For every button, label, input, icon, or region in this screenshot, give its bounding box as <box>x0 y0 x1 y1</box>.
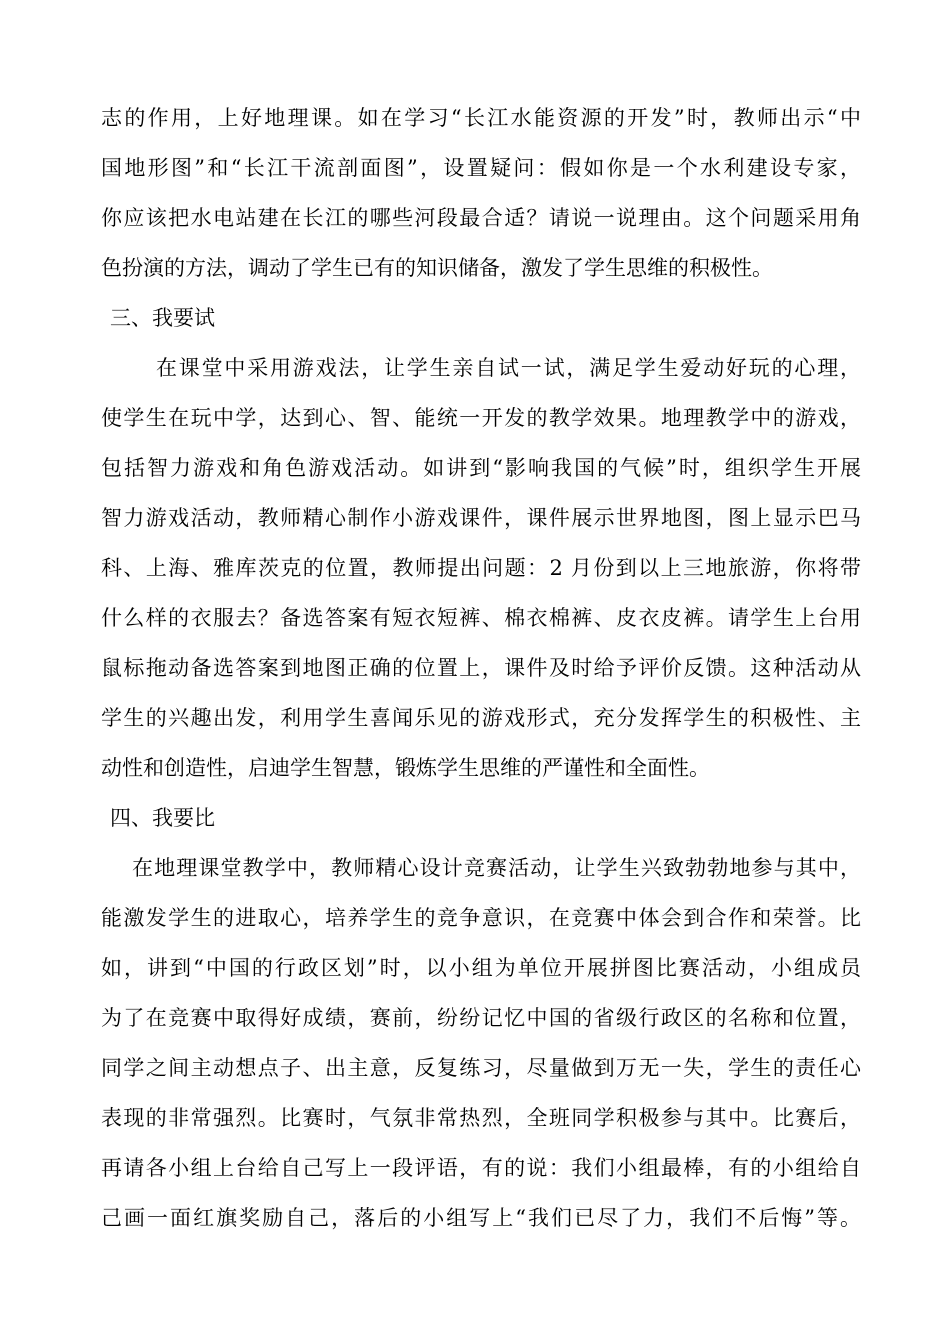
paragraph-line: 你应该把水电站建在长江的哪些河段最合适？请说一说理由。这个问题采用角 <box>101 206 861 230</box>
paragraph-line: 使学生在玩中学，达到心、智、能统一开发的教学效果。地理教学中的游戏， <box>101 406 861 430</box>
paragraph-line: 己画一面红旗奖励自己，落后的小组写上“我们已尽了力，我们不后悔”等。 <box>101 1206 861 1230</box>
paragraph-line: 能激发学生的进取心，培养学生的竞争意识，在竞赛中体会到合作和荣誉。比 <box>101 906 861 930</box>
paragraph-line: 志的作用，上好地理课。如在学习“长江水能资源的开发”时，教师出示“中 <box>101 106 861 130</box>
section-heading-4: 四、我要比 <box>110 806 215 830</box>
paragraph-line: 智力游戏活动，教师精心制作小游戏课件，课件展示世界地图，图上显示巴马 <box>101 506 861 530</box>
paragraph-line: 科、上海、雅库茨克的位置，教师提出问题：2 月份到以上三地旅游，你将带 <box>101 556 861 580</box>
paragraph-line: 在课堂中采用游戏法，让学生亲自试一试，满足学生爱动好玩的心理， <box>156 356 861 380</box>
paragraph-line: 什么样的衣服去？备选答案有短衣短裤、棉衣棉裤、皮衣皮裤。请学生上台用 <box>101 606 861 630</box>
paragraph-line: 学生的兴趣出发，利用学生喜闻乐见的游戏形式，充分发挥学生的积极性、主 <box>101 706 861 730</box>
section-heading-3: 三、我要试 <box>110 306 215 330</box>
paragraph-line: 动性和创造性，启迪学生智慧，锻炼学生思维的严谨性和全面性。 <box>101 756 710 780</box>
paragraph-line: 如，讲到“中国的行政区划”时，以小组为单位开展拼图比赛活动，小组成员 <box>101 956 861 980</box>
paragraph-line: 为了在竞赛中取得好成绩，赛前，纷纷记忆中国的省级行政区的名称和位置， <box>101 1006 861 1030</box>
paragraph-line: 同学之间主动想点子、出主意，反复练习，尽量做到万无一失，学生的责任心 <box>101 1056 861 1080</box>
paragraph-line: 鼠标拖动备选答案到地图正确的位置上，课件及时给予评价反馈。这种活动从 <box>101 656 861 680</box>
paragraph-line: 表现的非常强烈。比赛时，气氛非常热烈，全班同学积极参与其中。比赛后， <box>101 1106 861 1130</box>
paragraph-line: 包括智力游戏和角色游戏活动。如讲到“影响我国的气候”时，组织学生开展 <box>101 456 861 480</box>
paragraph-line: 国地形图”和“长江干流剖面图”，设置疑问：假如你是一个水利建设专家， <box>101 156 861 180</box>
paragraph-line: 色扮演的方法，调动了学生已有的知识储备，激发了学生思维的积极性。 <box>101 256 773 280</box>
paragraph-line: 在地理课堂教学中，教师精心设计竞赛活动，让学生兴致勃勃地参与其中， <box>132 856 861 880</box>
paragraph-line: 再请各小组上台给自己写上一段评语，有的说：我们小组最棒，有的小组给自 <box>101 1156 861 1180</box>
